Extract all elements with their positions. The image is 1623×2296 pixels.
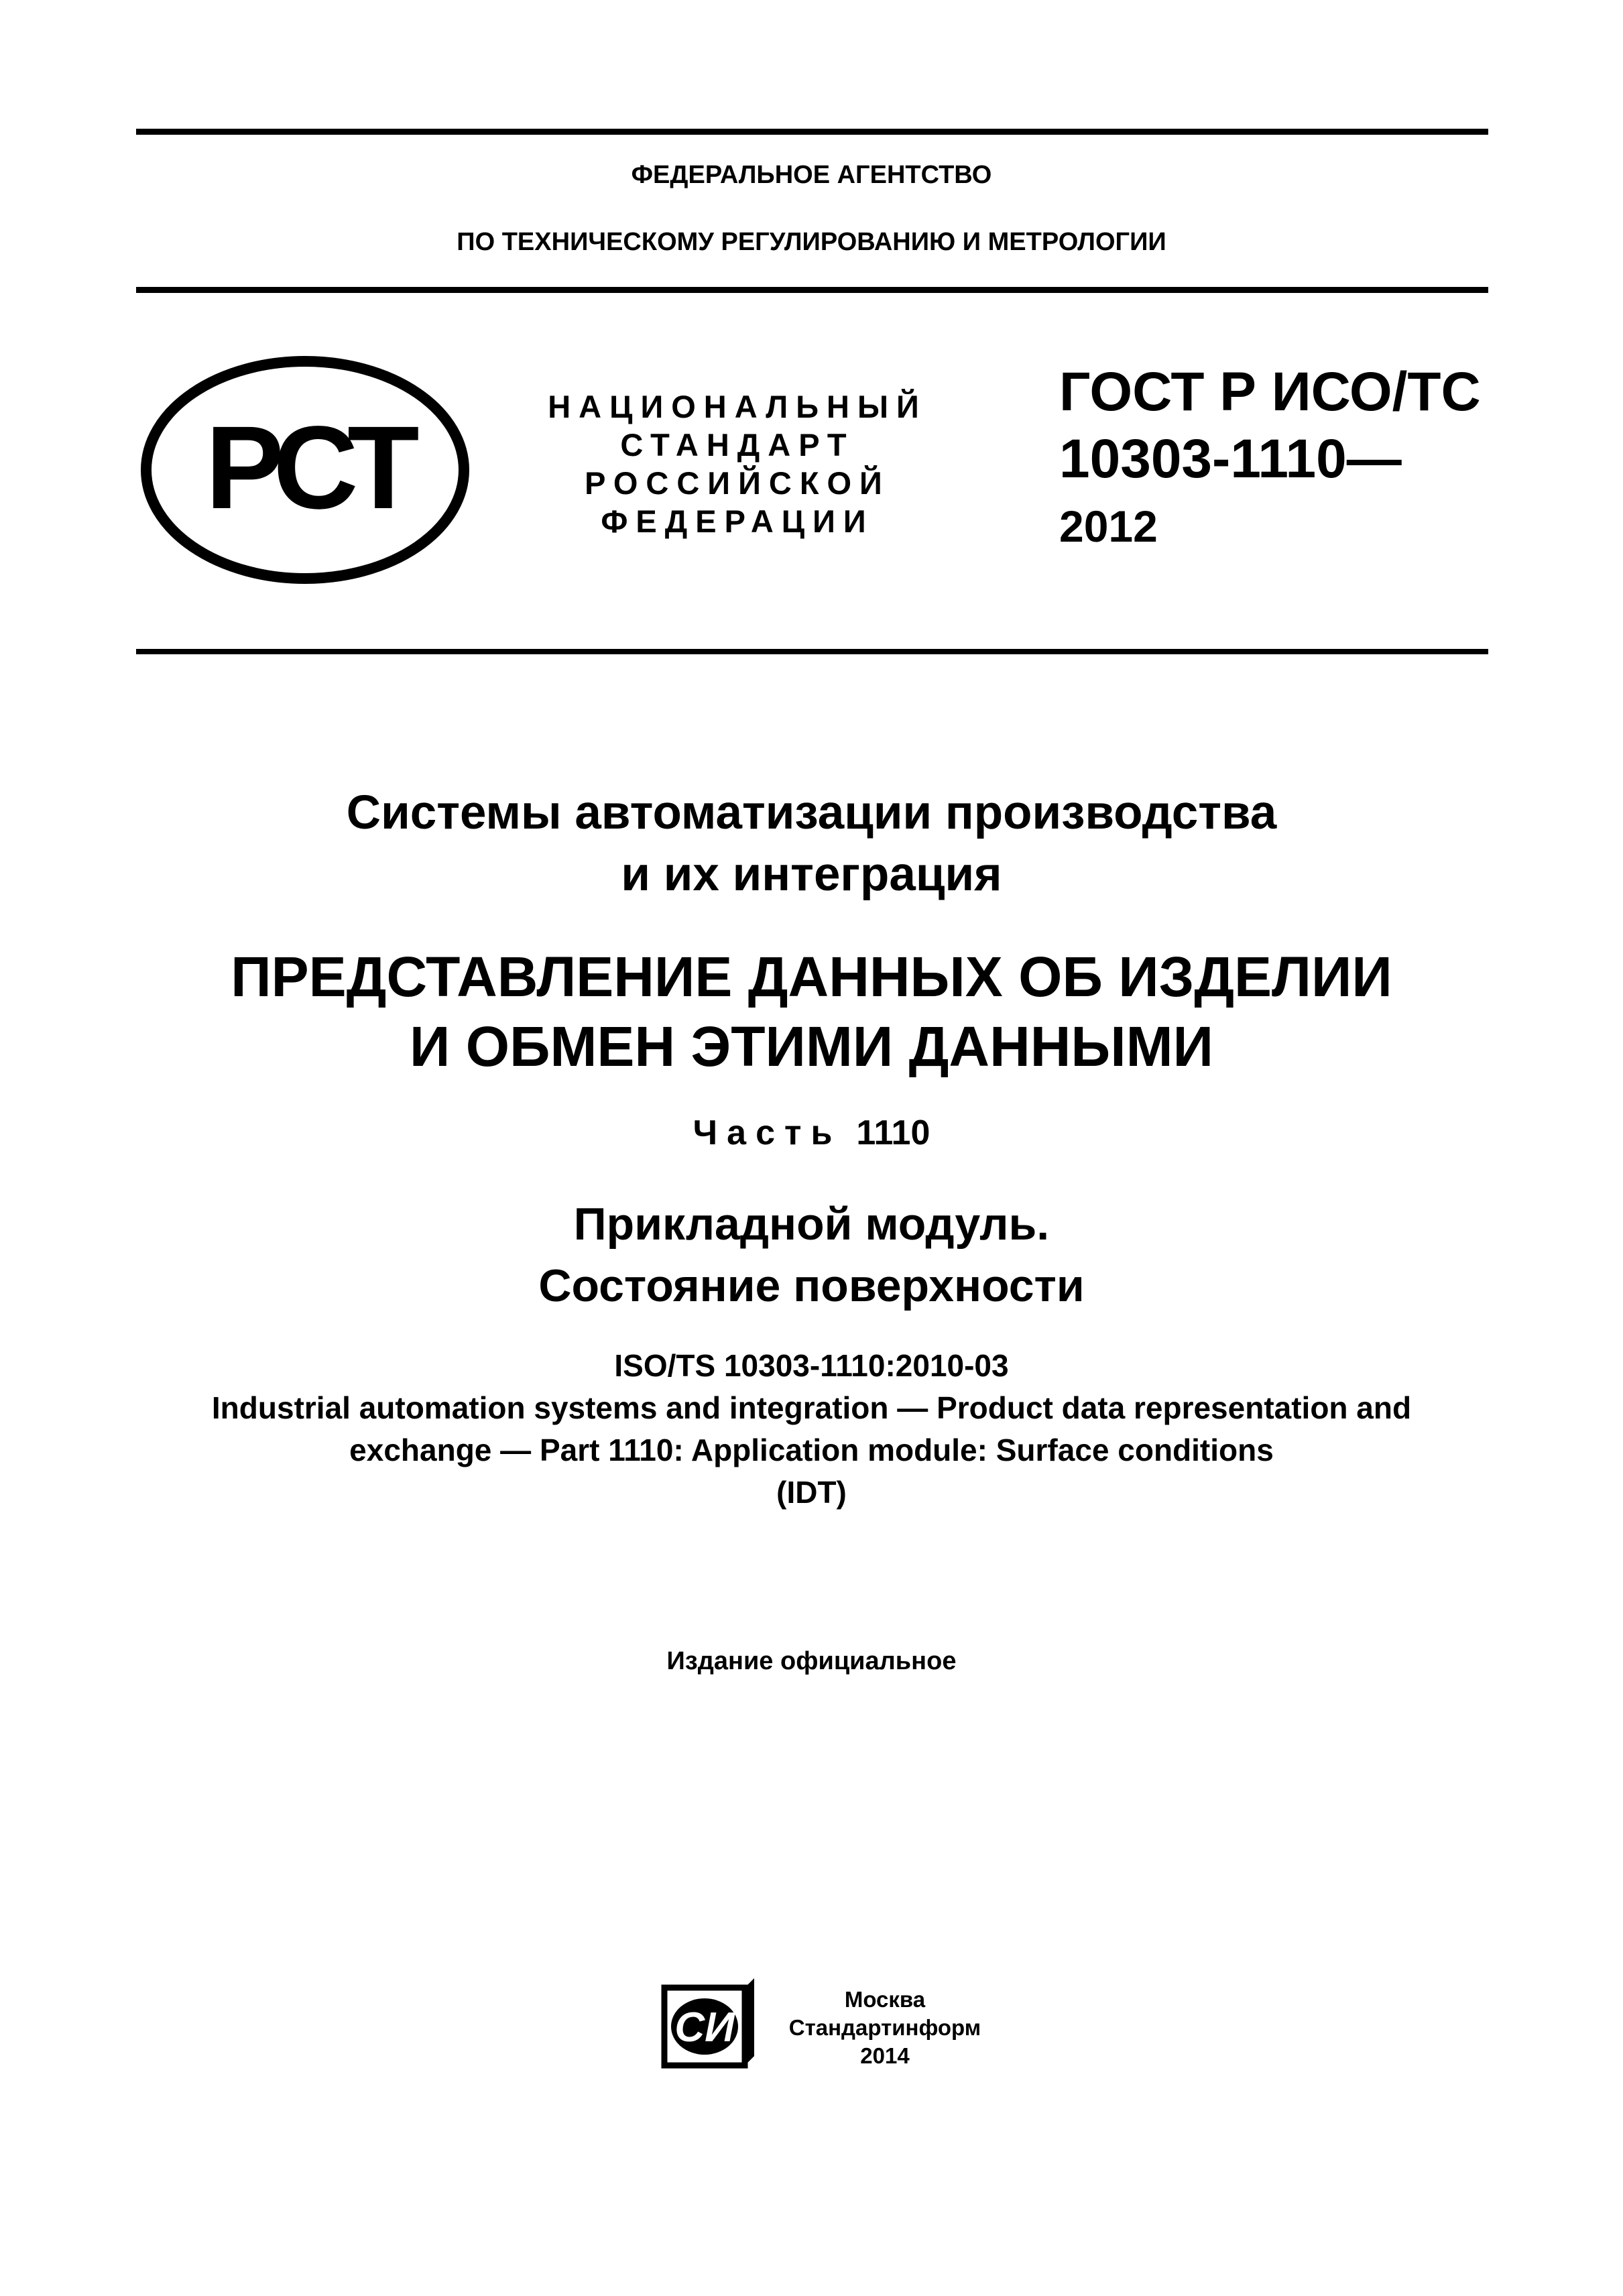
- subtitle-line-2: Состояние поверхности: [538, 1260, 1085, 1311]
- main-title-line-1: ПРЕДСТАВЛЕНИЕ ДАННЫХ ОБ ИЗДЕЛИИ: [231, 945, 1392, 1008]
- national-standard-line-1: НАЦИОНАЛЬНЫЙ: [548, 389, 927, 424]
- designation-line-1: ГОСТ Р ИСО/ТС: [1059, 361, 1481, 422]
- iso-reference-line-1: ISO/TS 10303-1110:2010-03: [614, 1348, 1009, 1383]
- national-standard-label: [509, 387, 965, 540]
- edition-label: Издание официальное: [666, 1647, 957, 1675]
- national-standard-line-2: СТАНДАРТ: [620, 427, 855, 463]
- top-rule: [136, 129, 1488, 135]
- part-label: Часть: [693, 1113, 842, 1152]
- publisher-name: Стандартинформ: [788, 2015, 981, 2040]
- rst-certification-mark-icon: [137, 353, 473, 587]
- subtitle-line-1: Прикладной модуль.: [573, 1199, 1050, 1250]
- designation-line-2: 10303-1110—: [1059, 428, 1402, 489]
- publisher-info: [771, 1986, 999, 2070]
- title-line-1: Системы автоматизации производства: [346, 786, 1277, 839]
- national-standard-line-4: ФЕДЕРАЦИИ: [601, 503, 874, 539]
- designation-year: 2012: [1059, 501, 1158, 551]
- standartinform-logo-icon: [660, 1974, 761, 2081]
- agency-bottom-rule: [136, 287, 1488, 293]
- iso-reference-line-2: Industrial automation systems and integration — Product data representation and: [211, 1390, 1412, 1425]
- title-line-2: и их интеграция: [621, 848, 1002, 901]
- national-standard-line-3: РОССИЙСКОЙ: [585, 465, 890, 501]
- part-number: 1110: [856, 1113, 930, 1152]
- part-heading: [0, 1113, 1623, 1153]
- agency-line-2: ПО ТЕХНИЧЕСКОМУ РЕГУЛИРОВАНИЮ И МЕТРОЛОГИИ: [457, 228, 1166, 256]
- iso-reference: [0, 1345, 1623, 1514]
- standard-designation: [1059, 359, 1502, 560]
- header-bottom-rule: [136, 649, 1488, 654]
- publisher-logo-text: СИ: [674, 2004, 735, 2051]
- iso-reference-line-4: (IDT): [776, 1475, 847, 1510]
- rst-mark-text: РСТ: [205, 402, 412, 534]
- main-title-line-2: И ОБМЕН ЭТИМИ ДАННЫМИ: [410, 1015, 1213, 1078]
- agency-line-1: ФЕДЕРАЛЬНОЕ АГЕНТСТВО: [631, 161, 992, 189]
- publisher-year: 2014: [860, 2043, 910, 2068]
- publisher-city: Москва: [844, 1987, 926, 2012]
- iso-reference-line-3: exchange — Part 1110: Application module: Surface conditions: [349, 1433, 1274, 1467]
